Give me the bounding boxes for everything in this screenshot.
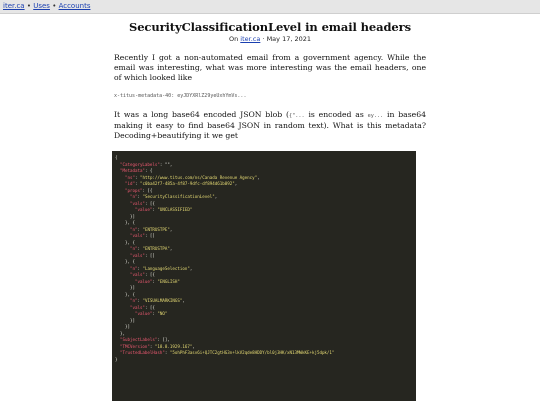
code-punct: [115, 233, 130, 238]
code-key: "vals": [129, 304, 145, 310]
code-key: "n": [129, 246, 138, 251]
code-punct: :: [137, 226, 143, 232]
code-punct: ,: [169, 246, 173, 251]
code-punct: ,: [182, 298, 185, 303]
code-punct: :: [164, 350, 170, 355]
code-punct: [115, 175, 125, 180]
code-punct: : []: [144, 252, 155, 258]
code-punct: [115, 227, 130, 232]
code-punct: : []: [144, 233, 155, 238]
paragraph-base64: [114, 110, 426, 141]
code-string: "http://www.titus.com/ns/Canada Revenue Agency": [139, 174, 258, 180]
article: [114, 20, 426, 401]
inline-code-json: {"...: [289, 113, 305, 119]
code-punct: ,: [169, 226, 173, 232]
code-punct: [115, 311, 135, 316]
code-punct: [115, 298, 130, 303]
paragraph-intro: Recently I got a non-automated email from a government agency. While the email was interesting, what was more interesting was the email headers, one of which looked like: [114, 53, 426, 82]
code-key: "CategoryLabels": [120, 161, 160, 167]
code-key: "TrustedLabelHash": [120, 350, 165, 355]
code-punct: }, {: [115, 259, 135, 264]
code-punct: [115, 279, 135, 284]
code-punct: : [{: [142, 187, 153, 193]
code-string: "VISUALMARKINGS": [142, 298, 183, 303]
code-key: "SubjectLabels": [120, 337, 158, 342]
meta-prefix: On: [228, 35, 239, 43]
code-punct: }, {: [115, 220, 135, 225]
code-punct: [115, 194, 130, 199]
code-string: "ENTRUSTPE": [142, 226, 170, 232]
code-key: "vals": [129, 252, 145, 258]
code-punct: : "",: [159, 161, 173, 167]
code-punct: :: [152, 311, 158, 316]
code-punct: [115, 272, 130, 277]
code-key: "n": [129, 226, 138, 232]
code-string: "c0ba42f7-485a-4f87-9dfc-df894d61b092": [139, 181, 235, 186]
code-string: "LanguageSelection": [142, 265, 190, 271]
inline-code-base64: ey...: [367, 113, 384, 119]
code-punct: :: [152, 278, 158, 284]
code-punct: }]: [115, 317, 135, 323]
code-punct: :: [137, 246, 143, 251]
code-punct: :: [152, 207, 158, 212]
code-punct: :: [137, 194, 143, 199]
code-key: "vals": [129, 272, 145, 277]
code-punct: [115, 305, 130, 310]
post-date: May 17, 2021: [266, 35, 312, 43]
code-punct: :: [149, 343, 155, 349]
code-string: "SecurityClassificationLevel": [142, 194, 215, 199]
nav-separator: •: [52, 2, 57, 10]
code-punct: [115, 201, 130, 206]
code-key: "Metadata": [120, 168, 145, 173]
nav-link-home[interactable]: iter.ca: [3, 2, 25, 10]
code-string: "ENTRUSTPA": [142, 246, 170, 251]
para-text: It was a long base64 encoded JSON blob (: [114, 110, 290, 119]
code-punct: :: [134, 181, 140, 186]
code-punct: }: [115, 356, 118, 362]
email-header-snippet: x-titus-metadata-40: eyJDYXRlZ29yeUxhYmVs...: [114, 93, 247, 99]
json-code-block: [112, 151, 416, 401]
page-title: SecurityClassificationLevel in email headers: [129, 20, 411, 34]
para-text: is encoded as: [304, 110, 368, 119]
code-punct: }]: [115, 285, 135, 290]
code-punct: },: [115, 330, 125, 336]
code-string: "18.8.1929.167": [154, 343, 193, 349]
meta-separator: ·: [262, 35, 265, 43]
code-key: "id": [124, 181, 135, 186]
code-punct: : [{: [144, 200, 155, 206]
nav-link-accounts[interactable]: Accounts: [58, 2, 91, 10]
code-key: "value": [134, 311, 153, 316]
meta-site-link[interactable]: iter.ca: [240, 35, 261, 43]
code-punct: }, {: [115, 291, 135, 297]
code-punct: ,: [192, 343, 195, 349]
code-punct: [115, 188, 125, 193]
code-punct: ,: [189, 265, 193, 271]
code-punct: : {: [144, 168, 153, 173]
site-nav: [0, 0, 540, 14]
code-line: [115, 357, 413, 364]
nav-separator: •: [26, 2, 31, 10]
code-key: "vals": [129, 233, 145, 238]
code-key: "ns": [124, 174, 135, 180]
code-punct: : [],: [157, 337, 170, 342]
code-punct: [115, 207, 135, 212]
code-punct: }]: [115, 324, 130, 329]
code-punct: [115, 253, 130, 258]
code-string: "UNCLASSIFIED": [157, 207, 193, 212]
code-string: "NO": [157, 311, 168, 316]
code-key: "value": [134, 278, 153, 284]
code-punct: [115, 266, 130, 271]
code-punct: }, {: [115, 239, 135, 245]
code-key: "n": [129, 265, 138, 271]
code-punct: [115, 181, 125, 186]
code-punct: :: [137, 298, 143, 303]
code-punct: {: [115, 155, 118, 160]
code-punct: ,: [234, 181, 238, 186]
code-string: "ENGLISH": [157, 278, 180, 284]
nav-link-uses[interactable]: Uses: [33, 2, 50, 10]
code-punct: : [{: [144, 304, 155, 310]
code-string: "5ohPhF3asv6i+QJTC2gtHG3n+lkV2qde8HDDY/bl0j3HK/xN13MWkKE+kj5dpk/1": [169, 350, 335, 355]
code-punct: ,: [214, 194, 218, 199]
code-key: "TMCVersion": [120, 343, 150, 349]
code-punct: [115, 246, 130, 251]
code-key: "vals": [129, 200, 145, 206]
code-punct: : [{: [144, 272, 155, 277]
code-punct: ,: [257, 174, 260, 180]
code-punct: }]: [115, 213, 135, 219]
code-punct: :: [137, 265, 143, 271]
code-punct: :: [134, 174, 140, 180]
code-key: "value": [134, 207, 153, 212]
code-key: "n": [129, 194, 138, 199]
code-key: "n": [129, 298, 138, 303]
code-key: "props": [124, 187, 143, 193]
para-text: in base64 making it easy to find base64 JSON in random text). What is this metadata? Decoding+beautifying it we get: [114, 110, 426, 140]
post-meta: [114, 35, 426, 43]
